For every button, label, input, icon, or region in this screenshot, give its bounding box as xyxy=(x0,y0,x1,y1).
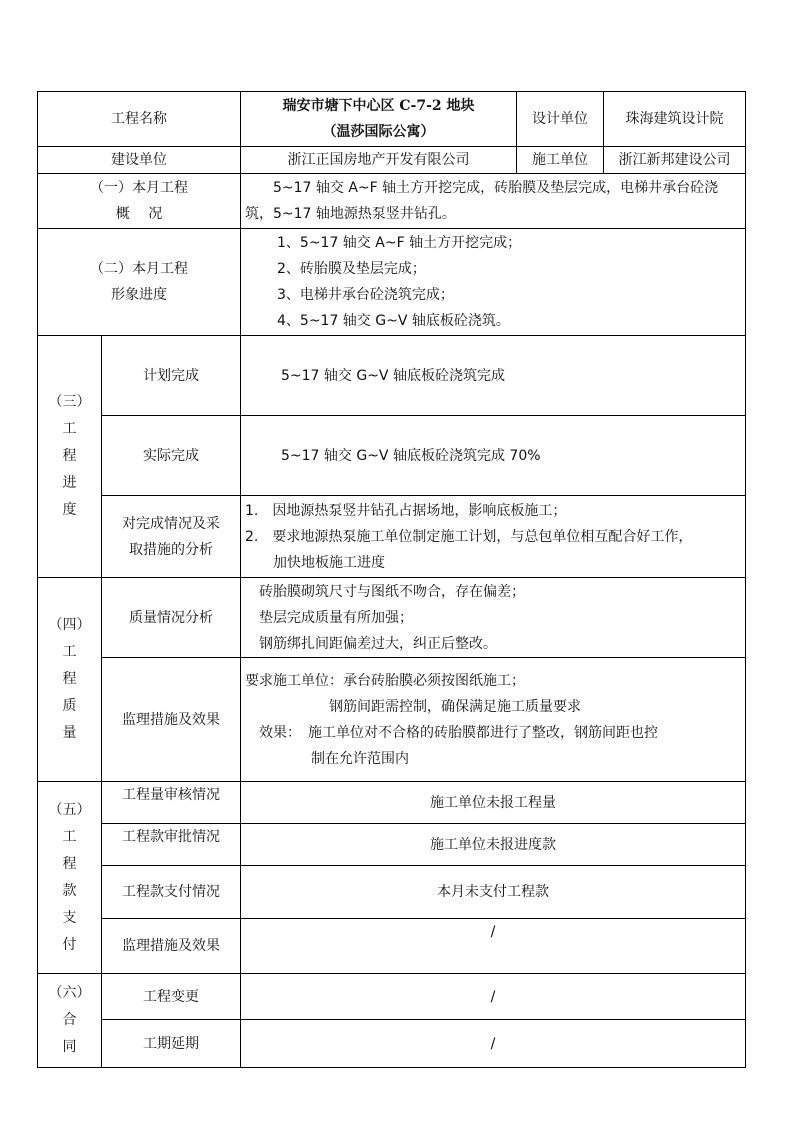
review-label: 工程量审核情况 xyxy=(102,782,241,824)
s4-v5: 量 xyxy=(62,725,77,741)
change-label: 工程变更 xyxy=(102,974,241,1020)
owner-unit-label: 建设单位 xyxy=(38,147,241,174)
s4-v4: 质 xyxy=(62,698,77,714)
quality-analysis-list xyxy=(241,578,746,658)
change-value: / xyxy=(241,974,746,1020)
approval-value: 施工单位未报进度款 xyxy=(241,824,746,866)
payment-label: 工程款支付情况 xyxy=(102,866,241,919)
delay-value: / xyxy=(241,1020,746,1068)
monthly-report-table xyxy=(37,91,746,1068)
s2-progress-list xyxy=(241,229,746,336)
s3-v4: 进 xyxy=(62,475,77,491)
s2-label-line1: （二）本月工程 xyxy=(90,261,188,277)
s2-item: 4、5~17 轴交 G~V 轴底板砼浇筑。 xyxy=(277,313,510,329)
measures-line1: 要求施工单位：承台砖胎膜必须按图纸施工； xyxy=(245,672,525,689)
s1-label-line1: （一）本月工程 xyxy=(90,180,188,196)
quality-analysis-label: 质量情况分析 xyxy=(102,578,241,658)
s3-v1: （三） xyxy=(48,394,91,410)
quality-measures-text xyxy=(241,658,746,782)
s2-label xyxy=(38,229,241,336)
s4-v3: 程 xyxy=(62,671,77,687)
analysis-item: 加快地板施工进度 xyxy=(245,554,385,571)
design-unit-value: 珠海建筑设计院 xyxy=(604,92,746,147)
measures-line2: 钢筋间距需控制，确保满足施工质量要求 xyxy=(329,698,581,715)
s6-v1: （六） xyxy=(48,985,91,1001)
contractor-unit-label: 施工单位 xyxy=(517,147,604,174)
s6-vertical-label xyxy=(38,974,102,1068)
s5-v4: 款 xyxy=(62,882,77,899)
s5-v3: 程 xyxy=(62,855,77,872)
s4-v1: （四） xyxy=(48,617,91,633)
project-name-line1: 瑞安市塘下中心区 C-7-2 地块 xyxy=(282,98,475,114)
s3-v3: 程 xyxy=(62,448,77,464)
s6-v2: 合 xyxy=(62,1012,77,1028)
analysis-item: 1. 因地源热泵竖井钻孔占据场地，影响底板施工； xyxy=(245,502,567,519)
project-name-label: 工程名称 xyxy=(38,92,241,147)
owner-unit-value: 浙江正国房地产开发有限公司 xyxy=(241,147,517,174)
analysis-label-line1: 对完成情况及采 xyxy=(122,515,220,532)
plan-complete-value: 5~17 轴交 G~V 轴底板砼浇筑完成 xyxy=(241,336,746,416)
payment-measures-label: 监理措施及效果 xyxy=(102,919,241,974)
project-name-line2: （温莎国际公寓） xyxy=(322,124,435,140)
quality-item: 钢筋绑扎间距偏差过大，纠正后整改。 xyxy=(259,635,497,652)
contractor-unit-value: 浙江新邦建设公司 xyxy=(604,147,746,174)
s3-v2: 工 xyxy=(62,421,77,437)
s2-item: 1、5~17 轴交 A~F 轴土方开挖完成； xyxy=(277,235,522,251)
payment-value: 本月未支付工程款 xyxy=(241,866,746,919)
actual-complete-label: 实际完成 xyxy=(102,416,241,496)
project-name-value xyxy=(241,92,517,147)
s4-v2: 工 xyxy=(62,644,77,660)
analysis-label-line2: 取措施的分析 xyxy=(129,541,213,558)
measures-line3: 效果： 施工单位对不合格的砖胎膜都进行了整改，钢筋间距也控 xyxy=(259,724,658,741)
s1-label-line2: 概 况 xyxy=(115,206,163,222)
plan-complete-label: 计划完成 xyxy=(102,336,241,416)
delay-label: 工期延期 xyxy=(102,1020,241,1068)
analysis-item: 2. 要求地源热泵施工单位制定施工计划，与总包单位相互配合好工作， xyxy=(245,528,693,545)
s2-label-line2: 形象进度 xyxy=(111,287,167,303)
measures-line4: 制在允许范围内 xyxy=(311,750,409,767)
quality-item: 砖胎膜砌筑尺寸与图纸不吻合，存在偏差； xyxy=(259,583,525,600)
s1-label xyxy=(38,174,241,229)
s3-v5: 度 xyxy=(62,502,77,518)
s5-v2: 工 xyxy=(62,828,77,845)
s2-item: 3、电梯井承台砼浇筑完成； xyxy=(277,287,454,303)
s2-item: 2、砖胎膜及垫层完成； xyxy=(277,261,426,277)
s5-vertical-label xyxy=(38,782,102,974)
s5-v6: 付 xyxy=(62,936,77,953)
s4-vertical-label xyxy=(38,578,102,782)
s5-v1: （五） xyxy=(48,801,91,818)
s3-vertical-label xyxy=(38,336,102,578)
design-unit-label: 设计单位 xyxy=(517,92,604,147)
payment-measures-value: / xyxy=(241,919,746,974)
approval-label: 工程款审批情况 xyxy=(102,824,241,866)
s5-v5: 支 xyxy=(62,909,77,926)
s1-overview-text: 5~17 轴交 A~F 轴土方开挖完成，砖胎膜及垫层完成，电梯井承台砼浇筑，5~17 轴地源热泵竖井钻孔。 xyxy=(241,174,746,229)
analysis-label xyxy=(102,496,241,578)
actual-complete-value: 5~17 轴交 G~V 轴底板砼浇筑完成 70% xyxy=(241,416,746,496)
quality-item: 垫层完成质量有所加强； xyxy=(259,609,413,626)
s6-v3: 同 xyxy=(62,1039,77,1055)
quality-measures-label: 监理措施及效果 xyxy=(102,658,241,782)
analysis-list xyxy=(241,496,746,578)
review-value: 施工单位未报工程量 xyxy=(241,782,746,824)
